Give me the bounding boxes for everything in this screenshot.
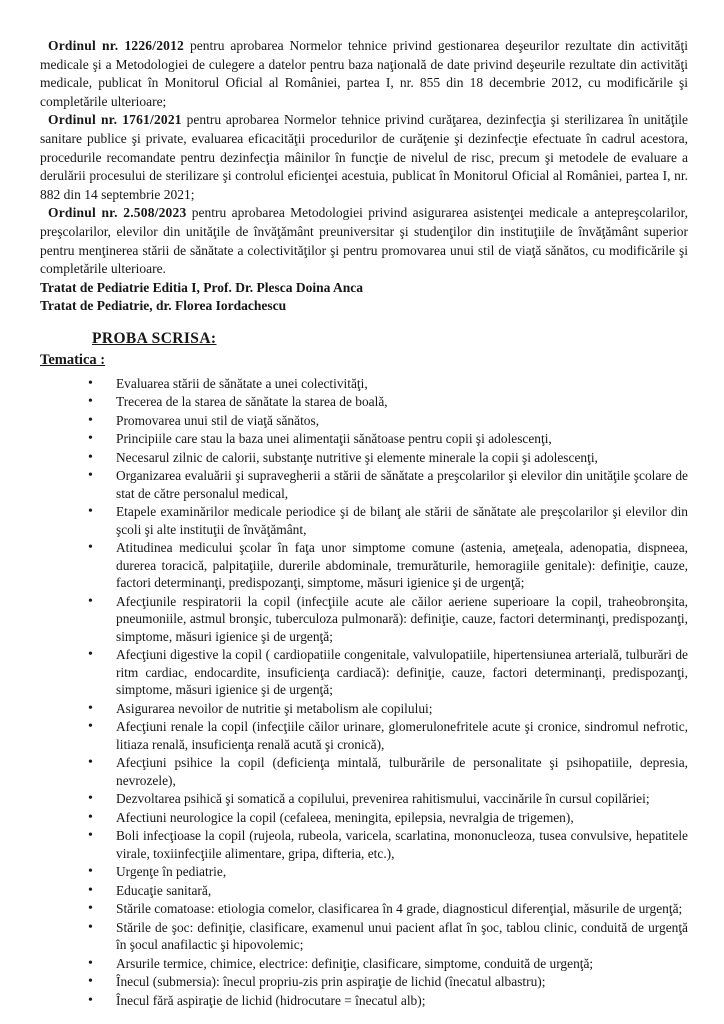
- tematica-item: • Arsurile termice, chimice, electrice: definiţie, clasificare, simptome, conduită de urgenţă;: [116, 955, 688, 973]
- tematica-item: • Organizarea evaluării şi supravegherii a stării de sănătate a preşcolarilor şi elevilor din unităţile şcolare de stat de către personalul medical,: [116, 467, 688, 502]
- ordinance-lead-1761-2021: Ordinul nr. 1761/2021: [48, 112, 182, 128]
- subsection-title-tematica: Tematica :: [40, 351, 106, 368]
- tematica-item: • Dezvoltarea psihică şi somatică a copilului, prevenirea rahitismului, vaccinările în cursul copilăriei;: [116, 790, 688, 808]
- tematica-item: • Înecul (submersia): înecul propriu-zis prin aspiraţie de lichid (înecatul albastru);: [116, 973, 688, 991]
- ordinance-lead-1226-2012: Ordinul nr. 1226/2012: [48, 38, 184, 53]
- tematica-item: • Stările de şoc: definiţie, clasificare, examenul unui pacient aflat în şoc, tablou clinic, conduită de urgenţă în şocul anafilactic şi hipovolemic;: [116, 919, 688, 954]
- ordinance-text-1226-2012: pentru aprobarea Normelor tehnice privind gestionarea deşeurilor rezultate din activităţi medicale şi a Metodologiei de culegere a datelor pentru baza naţională de date privind deşeurile rezultate din activităţi medicale, publicat în Monitorul Oficial al României, partea I, nr. 855 din 18 decembrie 2012, cu modificările şi completările ulterioare;: [40, 38, 689, 109]
- section-title-proba-scrisa: PROBA SCRISA:: [92, 329, 217, 347]
- tematica-item: • Necesarul zilnic de calorii, substanţe nutritive şi elemente minerale la copii şi adolescenţi,: [116, 449, 688, 467]
- ordinance-paragraph-1761-2021: [40, 111, 688, 204]
- tematica-item: • Promovarea unui stil de viaţă sănătos,: [116, 412, 688, 430]
- ordinance-lead-2508-2023: Ordinul nr. 2.508/2023: [48, 205, 187, 221]
- ordinance-paragraph-2508-2023: [40, 204, 688, 278]
- tematica-item: • Evaluarea stării de sănătate a unei colectivităţi,: [116, 375, 688, 393]
- ordinance-text-1761-2021: pentru aprobarea Normelor tehnice privind curăţarea, dezinfecţia şi sterilizarea în unităţile sanitare publice şi private, evaluarea eficacităţii procedurilor de curăţenie şi dezinfecţie efectuate în cadrul acestora, procedurile recomandate pentru dezinfecţia mâinilor în funcţie de nivelul de risc, precum şi metodele de evaluare a derulării procesului de sterilizare şi controlul eficienţei acestuia, publicat în Monitorul Oficial al României, partea I, nr. 882 din 14 septembrie 2021;: [40, 112, 689, 202]
- tematica-item: • Afecţiuni renale la copil (infecţiile căilor urinare, glomerulonefritele acute şi cronice, sindromul nefrotic, litiaza renală, insuficienţa renală acută şi cronică),: [116, 718, 688, 753]
- tematica-item: • Principiile care stau la baza unei alimentaţii sănătoase pentru copii şi adolescenţi,: [116, 430, 688, 448]
- ordinance-paragraph-1226-2012: [40, 37, 688, 111]
- tematica-item: • Asigurarea nevoilor de nutritie şi metabolism ale copilului;: [116, 700, 688, 718]
- tematica-item: • Etapele examinărilor medicale periodice şi de bilanţ ale stării de sănătate ale preşcolarilor şi elevilor din şcoli şi alte instituţii de învăţământ,: [116, 503, 688, 538]
- reference-tratat-pediatrie-iordachescu: Tratat de Pediatrie, dr. Florea Iordachescu: [40, 298, 287, 314]
- tematica-item: • Afecţiunile respiratorii la copil (infecţiile acute ale căilor aeriene superioare la copil, traheobronşita, pneumoniile, astmul bronşic, tuberculoza pulmonară): definiţie, cauze, factori determinanţi, predispozanţi, simptome, măsuri igienice şi de urgenţă;: [116, 593, 688, 646]
- tematica-item: • Urgenţe în pediatrie,: [116, 863, 688, 881]
- tematica-item: • Stările comatoase: etiologia comelor, clasificarea în 4 grade, diagnosticul diferenţial, măsurile de urgenţă;: [116, 900, 688, 918]
- tematica-item: • Afecţiuni digestive la copil ( cardiopatiile congenitale, valvulopatiile, hipertensiunea arterială, tulburări de ritm cardiac, endocardite, insuficienţa cardiacă): definiţie, cauze, factori determinanţi, predispozanţi, simptome, măsuri igienice şi de urgenţă;: [116, 646, 688, 699]
- tematica-item: • Înecul fără aspiraţie de lichid (hidrocutare = înecatul alb);: [116, 992, 688, 1010]
- tematica-item: • Trecerea de la starea de sănătate la starea de boală,: [116, 393, 688, 411]
- tematica-item: • Afectiuni neurologice la copil (cefaleea, meningita, epilepsia, nevralgia de trigemen),: [116, 809, 688, 827]
- tematica-item: • Educaţie sanitară,: [116, 882, 688, 900]
- ordinance-text-2508-2023: pentru aprobarea Metodologiei privind asigurarea asistenţei medicale a antepreşcolarilor, preşcolarilor, elevilor din unităţile de învăţământ preuniversitar şi studenţilor din instituţiile de învăţământ superior pentru menţinerea stării de sănătate a colectivităţilor şi pentru promovarea unui stil de viaţă sănătos, cu modificările şi completările ulterioare.: [40, 205, 689, 277]
- tematica-item: • Afecţiuni psihice la copil (deficienţa mintală, tulburările de personalitate şi psihopatiile, depresia, nevrozele),: [116, 754, 688, 789]
- tematica-list: [40, 375, 688, 1010]
- reference-tratat-pediatrie-editia-1: Tratat de Pediatrie Editia I, Prof. Dr. Plesca Doina Anca: [40, 279, 363, 295]
- tematica-item: • Atitudinea medicului şcolar în faţa unor simptome comune (astenia, ameţeala, adenopatia, dispneea, durerea toracică, palpitaţiile, durerile abdominale, tremurăturile, hemoragiile genitale): definiţie, cauze, factori determinanţi, predispozanţi, simptome, măsuri igienice şi de urgenţă;: [116, 539, 688, 592]
- tematica-item: • Boli infecţioase la copil (rujeola, rubeola, varicela, scarlatina, mononucleoza, tusea convulsive, hepatitele virale, toxiinfecţiile alimentare, gripa, difteria, etc.),: [116, 827, 688, 862]
